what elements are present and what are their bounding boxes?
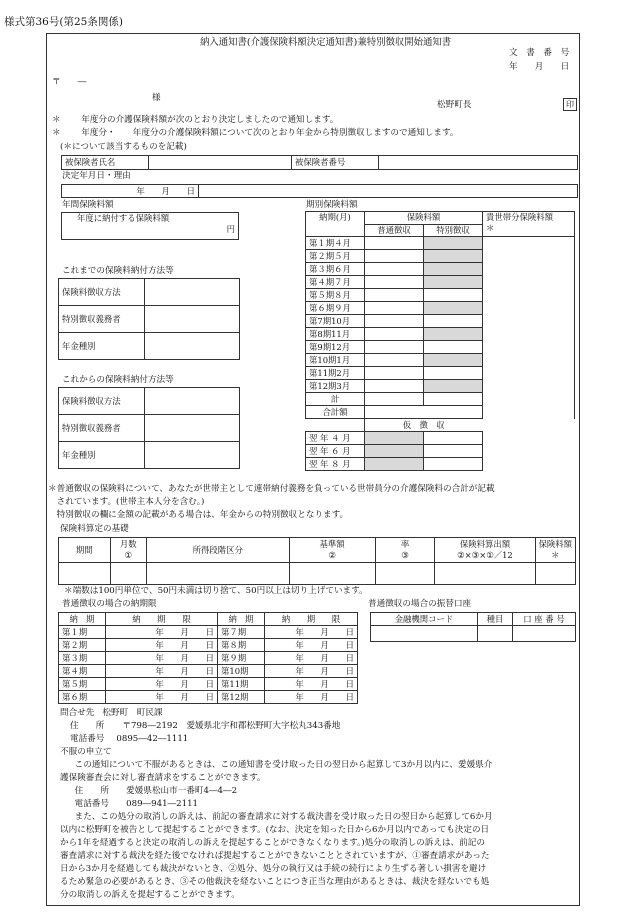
annual-amount-cell [62,213,239,240]
future-method-value [145,415,240,442]
decision-table [61,184,578,198]
due-date: 年 月 日 [265,665,358,678]
due-period: 第３期 [59,652,106,665]
calc-section-title: 保険料算定の基礎 [60,524,129,534]
calc-col-period: 期間 [59,538,111,563]
household-note-1: ＊普通徴収の保険料について、あなたが世帯主として連帯納付義務を負っている世帯員分の介護保険料の合計が記載 [48,484,495,494]
next-year-row: 翌 年 ８ 月 [306,458,365,471]
past-method-row: 保険料徴収方法 [59,279,145,306]
contact-address-label: 住 所 [70,721,105,731]
period-row: 第9期12月 [306,341,365,354]
subtotal-label: 計 [306,393,365,406]
calc-col-rate: 率 ③ [375,538,435,563]
past-method-table [58,278,240,360]
due-col-deadline: 納 期 限 [265,613,358,626]
appeal-line: また、この処分の取消しの訴えは、前記の審査請求に対する裁決書を受け取った日の翌日から起算して6か月 [66,812,493,822]
contact-tel-line [70,734,188,745]
appeal-line: この通知について不服があるときは、この通知書を受け取った日の翌日から起算して3か月以内に、愛媛県介 [66,760,493,770]
due-period: 第９期 [218,652,265,665]
future-method-table [58,387,240,469]
household-note-2: されています。(世帯主本人分を含む。) [48,497,205,507]
contact-label: 問合せ先 [60,708,95,718]
insured-name-label: 被保険者氏名 [62,156,149,170]
past-method-value [145,279,240,306]
household-label: 貴世帯分保険料額 [486,212,553,222]
due-period: 第６期 [59,691,106,704]
rounding-note: ＊端数は100円単位で、50円未満は切り捨て、50円以上は切り上げています。 [64,586,368,596]
future-method-row: 特別徴収義務者 [59,415,145,442]
annual-unit: 円 [226,223,235,234]
appeal-line: 分の取消しの訴えを提起することができます。 [60,890,240,900]
seal-mark: 印 [563,98,577,111]
due-col-deadline: 納 期 限 [106,613,218,626]
due-period: 第７期 [218,626,265,639]
insured-number-label: 被保険者番号 [292,156,379,170]
doc-number-label: 文 書 番 号 [509,48,570,58]
due-dates-table [58,612,358,704]
calc-table [58,537,576,585]
col-special: 特別徴収 [424,224,483,237]
col-amount: 保険料額 [365,212,483,225]
appeal-line: 日から3か月を経過しても裁決がないとき、②処分、処分の執行又は手続の続行により生ずる著しい損害を避け [60,864,487,874]
form-id: 様式第36号(第25条関係) [4,16,123,28]
notice-2 [52,128,458,139]
bank-table [370,612,576,642]
issuer-name: 松野町長 [437,100,472,110]
due-date: 年 月 日 [265,691,358,704]
period-row: 第11期2月 [306,367,365,380]
appeal-heading: 不服の申立て [60,747,112,757]
past-method-value [145,333,240,360]
period-row: 第４期７月 [306,276,365,289]
contact-org: 松野町 町民課 [102,708,163,718]
appeal-line: 審査請求に対する裁決を経た後でなければ提起することができないこととされていますが、①審査請求があった [60,851,490,861]
annual-amount-label: 年度に納付する保険料額 [77,213,170,223]
notice-text: 年度分・ 年度分の介護保険料額について次のとおり年金から特別徴収しますので通知します。 [72,128,459,138]
annual-section-title: 年間保険料額 [62,200,114,210]
due-period: 第８期 [218,639,265,652]
period-row: 第7期10月 [306,315,365,328]
calc-col-income-level: 所得段階区分 [146,538,289,563]
bank-col-code: 金融機関コード [371,613,478,626]
due-dates-title: 普通徴収の場合の納期限 [62,599,157,609]
total-label: 合計額 [306,406,365,419]
postal-code-mark: 〒 ― [52,77,87,87]
notice-note: (＊について該当するものを記載) [60,142,187,152]
provisional-spacer [306,419,365,432]
due-period: 第11期 [218,678,265,691]
period-row: 第10期1月 [306,354,365,367]
due-col-period: 納 期 [218,613,265,626]
due-period: 第２期 [59,639,106,652]
past-method-row: 年金種別 [59,333,145,360]
due-period: 第５期 [59,678,106,691]
period-row: 第５期８月 [306,289,365,302]
future-method-row: 年金種別 [59,442,145,469]
future-method-value [145,442,240,469]
notice-text: 年度分の介護保険料額が次のとおり決定しましたので通知します。 [72,115,339,125]
col-household [483,212,575,237]
future-method-value [145,388,240,415]
col-due-month: 納期(月) [306,212,365,237]
past-method-value [145,306,240,333]
insured-name-value [149,156,292,170]
notice-mark: ＊ [52,115,61,125]
decision-reason [199,185,578,198]
calc-col-months: 月数 ① [110,538,146,563]
due-date: 年 月 日 [106,639,218,652]
calc-col-premium: 保険料額 ＊ [535,538,576,563]
future-method-row: 保険料徴収方法 [59,388,145,415]
past-method-title: これまでの保険料納付方法等 [62,266,174,276]
bank-section-title: 普通徴収の場合の振替口座 [368,599,472,609]
period-row: 第12期3月 [306,380,365,393]
contact-address-line [70,721,340,732]
bank-col-type: 種目 [478,613,513,626]
calc-col-computed: 保険料算出額 ②×③×①／12 [435,538,535,563]
appeal-line: 護保険審査会に対し審査請求をすることができます。 [60,773,266,783]
contact-address: 〒798―2192 愛媛県北宇和郡松野町大字松丸343番地 [122,721,341,731]
bank-col-account: 口 座 番 号 [513,613,576,626]
contact-line [60,708,163,719]
due-col-period: 納 期 [59,613,106,626]
notice-mark: ＊ [52,128,61,138]
period-row: 第8期11月 [306,328,365,341]
due-period: 第10期 [218,665,265,678]
col-normal: 普通徴収 [365,224,424,237]
appeal-line: 以内に松野町を被告として提起することができます。(なお、決定を知った日から6か月以内であっても決定の日 [60,825,490,835]
period-row: 第１期４月 [306,237,365,250]
household-mark: ＊ [486,222,495,233]
insured-number-value [379,156,578,170]
insured-table [61,155,578,170]
due-date: 年 月 日 [106,691,218,704]
due-date: 年 月 日 [265,652,358,665]
contact-tel-label: 電話番号 [70,734,105,744]
decision-label: 決定年月日・理由 [62,171,131,181]
future-method-title: これからの保険料納付方法等 [62,375,174,385]
household-note-3: 特別徴収の欄に金額の記載がある場合は、年金からの特別徴収となります。 [48,510,349,520]
due-date: 年 月 日 [106,626,218,639]
periodic-section-title: 期別保険料額 [306,200,358,210]
document-title: 納入通知書(介護保険料額決定通知書)兼特別徴収開始通知書 [200,37,452,48]
appeal-line: 電話番号 089―941―2111 [66,799,199,809]
period-row: 第２期５月 [306,250,365,263]
due-date: 年 月 日 [106,678,218,691]
due-period: 第12期 [218,691,265,704]
annual-table [61,212,239,240]
decision-date: 年 月 日 [62,185,199,198]
contact-tel: 0895―42―1111 [116,734,189,744]
appeal-line: から1年を経過すると決定の取消しの訴えを提起することができなくなります。)処分の取消しの訴えは、前記の [60,838,485,848]
appeal-line: るため緊急の必要があるとき、③その他裁決を経ないことにつき正当な理由があるときは、裁決を経ないでも処 [60,877,490,887]
due-period: 第４期 [59,665,106,678]
doc-date-label: 年 月 日 [509,62,570,72]
past-method-row: 特別徴収義務者 [59,306,145,333]
notice-1 [52,115,338,126]
due-date: 年 月 日 [265,626,358,639]
due-date: 年 月 日 [265,678,358,691]
due-date: 年 月 日 [265,639,358,652]
appeal-line: 住 所 愛媛県松山市一番町4―4―2 [66,786,238,796]
next-year-row: 翌 年 ４ 月 [306,432,365,445]
next-year-row: 翌 年 ６ 月 [306,445,365,458]
provisional-label: 仮 徴 収 [365,419,483,432]
due-date: 年 月 日 [106,665,218,678]
due-date: 年 月 日 [106,652,218,665]
addressee-suffix: 様 [152,93,161,103]
period-row: 第６期９月 [306,302,365,315]
period-row: 第３期６月 [306,263,365,276]
calc-col-base: 基準額 ② [289,538,375,563]
periodic-table [305,211,575,471]
due-period: 第１期 [59,626,106,639]
